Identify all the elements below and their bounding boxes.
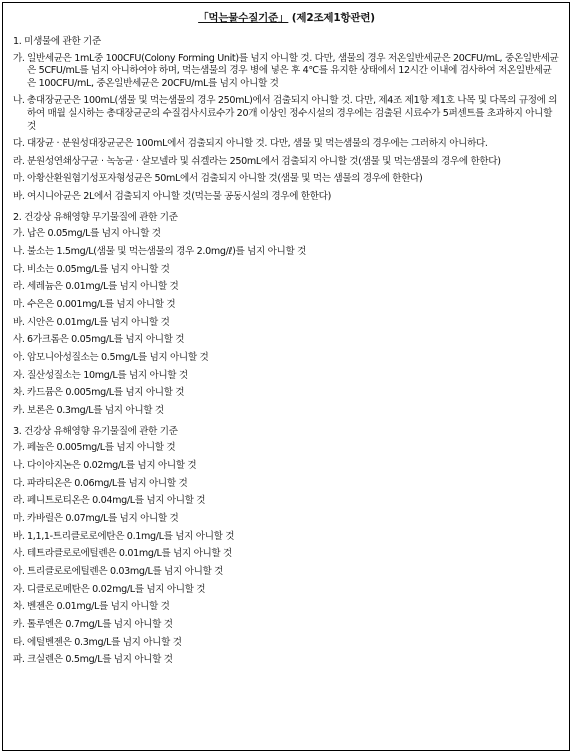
item-text: 아황산환원혐기성포자형성균은 50mL에서 검출되지 아니할 것(샘물 및 먹는 샘물의 경우에 한한다) — [27, 173, 423, 185]
section-heading: 3. 건강상 유해영향 유기물질에 관한 기준 — [13, 425, 178, 437]
document-content — [13, 36, 559, 675]
item-text: 파라티온은 0.06mg/L를 넘지 아니할 것 — [27, 477, 188, 489]
item-label: 라. — [13, 281, 25, 293]
item-text: 시안은 0.01mg/L를 넘지 아니할 것 — [27, 316, 170, 328]
title-main: 「먹는물수질기준」 — [198, 12, 289, 24]
item-text: 카바릴은 0.07mg/L를 넘지 아니할 것 — [27, 512, 179, 524]
item-text: 카드뮴은 0.005mg/L를 넘지 아니할 것 — [27, 387, 185, 399]
item-label: 라. — [13, 155, 25, 167]
item-label: 라. — [13, 495, 25, 507]
item-text: 수은은 0.001mg/L를 넘지 아니할 것 — [27, 298, 176, 310]
item-label: 가. — [13, 442, 25, 454]
list-item — [13, 495, 559, 508]
item-label: 카. — [13, 619, 25, 631]
item-text: 보론은 0.3mg/L를 넘지 아니할 것 — [27, 405, 164, 416]
list-item — [13, 281, 559, 294]
item-label: 나. — [13, 245, 25, 257]
item-text: 납은 0.05mg/L를 넘지 아니할 것 — [27, 228, 161, 240]
item-label: 자. — [13, 583, 25, 595]
item-text: 비소는 0.05mg/L를 넘지 아니할 것 — [27, 263, 170, 275]
list-item — [13, 299, 559, 312]
list-item — [13, 654, 559, 667]
item-text: 트리클로로에틸렌은 0.03mg/L를 넘지 아니할 것 — [27, 566, 224, 577]
list-item — [13, 460, 559, 473]
item-text: 대장균 · 분원성대장균군은 100mL에서 검출되지 아니할 것. 다만, 샘물 및 먹는샘물의 경우에는 그러하지 아니하다. — [27, 138, 488, 150]
list-item — [13, 334, 559, 347]
item-text: 6가크롬은 0.05mg/L를 넘지 아니할 것 — [27, 334, 185, 346]
item-text: 톨루엔은 0.7mg/L를 넘지 아니할 것 — [27, 619, 173, 631]
item-label: 마. — [13, 298, 25, 310]
list-item — [13, 246, 559, 259]
item-label: 아. — [13, 351, 25, 363]
item-label: 나. — [13, 95, 25, 107]
item-label: 자. — [13, 369, 25, 381]
list-item — [13, 370, 559, 383]
list-item — [13, 191, 559, 204]
item-text: 여시니아균은 2L에서 검출되지 아니할 것(먹는물 공동시설의 경우에 한한다) — [27, 190, 331, 202]
item-label: 바. — [13, 316, 25, 328]
list-item — [13, 584, 559, 597]
section-microbiology — [13, 36, 559, 204]
section-inorganic — [13, 212, 559, 418]
item-text: 일반세균은 1mL중 100CFU(Colony Forming Unit)를 넘지 아니할 것. 다만, 샘물의 경우 저온일반세균은 20CFU/mL, 중온일반세균은 5CFU/mL를 넘지 아니하여야 하며, 먹는샘물의 경우 병에 넣은 후 4℃를 유지한 상태에서 12시간 이내에 검사하여 저온일반세균은 100CFU/mL, 중온일반세균은 20CFU/mL를 넘지 아니할 것 — [27, 52, 559, 89]
item-label: 타. — [13, 636, 25, 648]
list-item — [13, 138, 559, 151]
list-item — [13, 513, 559, 526]
title-sub: (제2조제1항관련) — [291, 12, 375, 24]
list-item — [13, 637, 559, 650]
item-text: 분원성연쇄상구균 · 녹농균 · 살모넬라 및 쉬겔라는 250mL에서 검출되지 아니할 것(샘물 및 먹는샘물의 경우에 한한다) — [27, 155, 501, 167]
section-heading: 2. 건강상 유해영향 무기물질에 관한 기준 — [13, 211, 178, 223]
item-text: 암모니아성질소는 0.5mg/L를 넘지 아니할 것 — [27, 351, 209, 363]
list-item — [13, 95, 559, 133]
item-label: 가. — [13, 228, 25, 240]
list-item — [13, 566, 559, 579]
item-label: 마. — [13, 173, 25, 185]
list-item — [13, 405, 559, 418]
section-organic — [13, 426, 559, 667]
list-item — [13, 548, 559, 561]
document-title — [198, 10, 375, 25]
item-label: 바. — [13, 530, 25, 542]
item-label: 마. — [13, 512, 25, 524]
item-text: 테트라클로로에틸렌은 0.01mg/L를 넘지 아니할 것 — [27, 548, 232, 560]
list-item — [13, 264, 559, 277]
list-item — [13, 317, 559, 330]
item-text: 질산성질소는 10mg/L를 넘지 아니할 것 — [27, 369, 188, 381]
item-text: 1,1,1-트리클로로에탄은 0.1mg/L를 넘지 아니할 것 — [27, 530, 235, 542]
item-text: 벤젠은 0.01mg/L를 넘지 아니할 것 — [27, 601, 170, 613]
list-item — [13, 531, 559, 544]
list-item — [13, 156, 559, 169]
item-label: 가. — [13, 52, 25, 64]
item-text: 에틸벤젠은 0.3mg/L를 넘지 아니할 것 — [27, 636, 182, 648]
title-row — [0, 6, 573, 25]
item-text: 총대장균군은 100mL(샘물 및 먹는샘물의 경우 250mL)에서 검출되지 아니할 것. 다만, 제4조 제1항 제1호 나목 및 다목의 규정에 의하여 매월 실시하는 총대장균군의 수질검사시료수가 20개 이상인 정수시설의 경우에는 검출된 시료수가 5퍼센트를 초과하지 아니할 것 — [27, 95, 558, 132]
item-text: 세레늄은 0.01mg/L를 넘지 아니할 것 — [27, 281, 179, 293]
list-item — [13, 228, 559, 241]
list-item — [13, 352, 559, 365]
item-text: 디클로로메탄은 0.02mg/L를 넘지 아니할 것 — [27, 583, 206, 595]
item-label: 아. — [13, 566, 25, 577]
item-label: 나. — [13, 459, 25, 471]
section-heading: 1. 미생물에 관한 기준 — [13, 36, 101, 47]
list-item — [13, 442, 559, 455]
list-item — [13, 601, 559, 614]
list-item — [13, 53, 559, 91]
list-item — [13, 478, 559, 491]
item-label: 카. — [13, 405, 25, 416]
item-text: 크실렌은 0.5mg/L를 넘지 아니할 것 — [27, 654, 173, 666]
item-label: 파. — [13, 654, 25, 666]
item-label: 다. — [13, 138, 25, 150]
list-item — [13, 619, 559, 632]
item-label: 차. — [13, 387, 25, 399]
item-label: 바. — [13, 190, 25, 202]
item-text: 불소는 1.5mg/L(샘물 및 먹는샘물의 경우 2.0mg/ℓ)를 넘지 아니할 것 — [27, 245, 306, 257]
item-label: 사. — [13, 334, 25, 346]
item-label: 다. — [13, 477, 25, 489]
item-label: 다. — [13, 263, 25, 275]
item-text: 다이아지논은 0.02mg/L를 넘지 아니할 것 — [27, 459, 197, 471]
list-item — [13, 387, 559, 400]
item-label: 사. — [13, 548, 25, 560]
list-item — [13, 173, 559, 186]
item-text: 페니트로티온은 0.04mg/L를 넘지 아니할 것 — [27, 495, 206, 507]
item-text: 페놀은 0.005mg/L를 넘지 아니할 것 — [27, 442, 176, 454]
item-label: 차. — [13, 601, 25, 613]
